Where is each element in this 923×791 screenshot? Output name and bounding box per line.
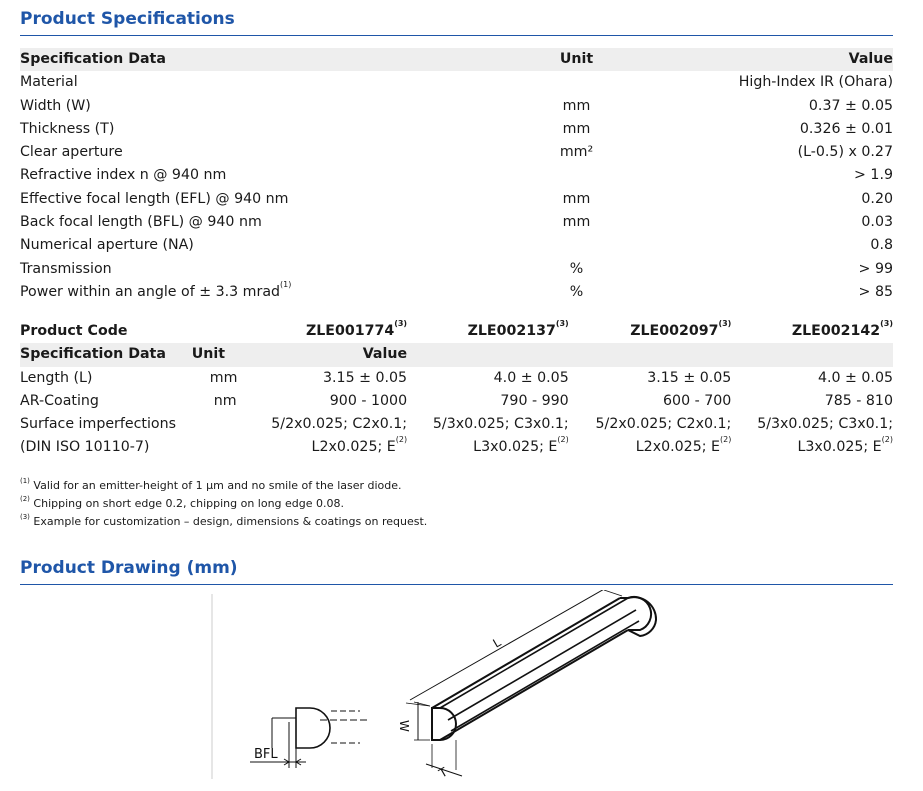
spec-header-value: Value — [693, 48, 893, 71]
spec-row — [20, 164, 893, 187]
spec-label: Material — [20, 74, 78, 91]
footnote-mark: (1) — [280, 279, 292, 289]
spec-unit — [460, 71, 693, 94]
product-code: ZLE002142$^{(3)}$ — [791, 319, 893, 339]
spec-label: Refractive index n @ 940 nm — [20, 167, 227, 184]
product-code-table — [20, 320, 893, 460]
spec-row — [20, 95, 893, 118]
product-value: L2x0.025; $E^{(2)}$ — [635, 435, 732, 456]
spec-label-text: Power within an angle of ± 3.3 mrad — [20, 283, 281, 300]
spec-row — [20, 211, 893, 234]
product-header-unit: Unit — [192, 343, 272, 366]
product-label: (DIN ISO 10110-7) — [20, 439, 150, 456]
product-value: 900 - 1000 — [329, 392, 408, 409]
spec-value: 0.03 — [861, 214, 893, 231]
spec-value: 0.37 ± 0.05 — [808, 97, 893, 114]
section-rule — [20, 584, 893, 585]
product-value: 600 - 700 — [663, 392, 732, 409]
product-unit: nm — [213, 392, 237, 409]
product-unit: mm — [209, 369, 238, 386]
rod-end-face — [432, 708, 456, 740]
spec-unit: mm — [562, 120, 591, 137]
footnote: $^{(2)}$ Chipping on short edge 0.2, chipping on long edge 0.08. — [20, 495, 345, 510]
spec-header-label: Specification Data — [20, 48, 460, 71]
spec-unit: mm — [562, 97, 591, 114]
bfl-label: BFL — [254, 747, 278, 762]
product-value: 785 - 810 — [824, 392, 893, 409]
spec-row — [20, 71, 893, 94]
product-value: 790 - 990 — [500, 392, 569, 409]
rod-edge — [440, 630, 628, 740]
rod-edge — [432, 598, 620, 708]
rod-edge — [440, 598, 628, 708]
spec-row — [20, 141, 893, 164]
product-value: 4.0 ± 0.05 — [817, 369, 893, 386]
footnote: $^{(3)}$ Example for customization – design, dimensions & coatings on request. — [20, 513, 428, 528]
product-code-row — [20, 320, 893, 343]
product-label: Length (L) — [20, 369, 93, 386]
length-label: L — [490, 635, 504, 651]
product-value: 5/2x0.025; C2x0.1; — [595, 416, 732, 433]
spec-row — [20, 281, 893, 304]
spec-unit: mm — [562, 214, 591, 231]
product-code: ZLE002097$^{(3)}$ — [630, 319, 732, 339]
section-title-drawing: Product Drawing (mm) — [20, 558, 238, 578]
product-value: 4.0 ± 0.05 — [493, 369, 569, 386]
spec-row — [20, 188, 893, 211]
footnote: $^{(1)}$ Valid for an emitter-height of 1 μm and no smile of the laser diode. — [20, 477, 402, 492]
product-label: AR-Coating — [20, 392, 99, 409]
rod-edge — [448, 610, 636, 720]
spec-value: 0.20 — [861, 190, 893, 207]
spec-value: > 99 — [858, 260, 893, 277]
spec-label: Clear aperture — [20, 144, 123, 161]
product-label: Surface imperfections — [20, 416, 176, 433]
spec-value: 0.326 ± 0.01 — [799, 120, 893, 137]
spec-row — [20, 234, 893, 257]
spec-label — [20, 281, 460, 304]
product-code: ZLE001774$^{(3)}$ — [305, 319, 408, 339]
spec-label: Effective focal length (EFL) @ 940 nm — [20, 190, 289, 207]
spec-label: Width (W) — [20, 97, 91, 114]
product-value: 5/2x0.025; C2x0.1; — [271, 416, 408, 433]
section-rule — [20, 35, 893, 36]
spec-value: 0.8 — [870, 237, 893, 254]
spec-row — [20, 258, 893, 281]
product-value: 3.15 ± 0.05 — [323, 369, 408, 386]
spec-label: Numerical aperture (NA) — [20, 237, 194, 254]
spec-unit: mm² — [559, 144, 594, 161]
footnotes — [20, 477, 427, 531]
product-row-length — [20, 367, 893, 390]
product-value: L3x0.025; $E^{(2)}$ — [473, 435, 569, 456]
spec-unit: mm — [562, 190, 591, 207]
specifications-table — [20, 48, 893, 304]
product-code: ZLE002137$^{(3)}$ — [467, 319, 569, 339]
rod-edge — [451, 621, 639, 731]
product-drawing — [0, 590, 923, 791]
spec-value: (L-0.5) x 0.27 — [797, 144, 893, 161]
spec-value: High-Index IR (Ohara) — [738, 74, 893, 91]
spec-unit — [460, 164, 693, 187]
product-row-surface — [20, 413, 893, 436]
product-header-row — [20, 343, 893, 366]
spec-unit: % — [569, 283, 584, 300]
width-label: W — [397, 720, 411, 732]
lens-profile — [296, 708, 330, 748]
product-header-value: Value — [271, 343, 407, 366]
spec-value: > 85 — [858, 283, 893, 300]
spec-header-row — [20, 48, 893, 71]
product-value: 5/3x0.025; C3x0.1; — [432, 416, 569, 433]
product-code-label: Product Code — [20, 323, 128, 339]
product-row-coating — [20, 390, 893, 413]
spec-row — [20, 118, 893, 141]
thickness-label: T — [436, 764, 450, 781]
spec-value: > 1.9 — [854, 167, 893, 184]
spec-label: Transmission — [20, 260, 112, 277]
product-value: L3x0.025; $E^{(2)}$ — [797, 435, 893, 456]
product-value: L2x0.025; $E^{(2)}$ — [311, 435, 408, 456]
spec-unit — [460, 234, 693, 257]
section-title-specifications: Product Specifications — [20, 9, 235, 29]
product-value: 5/3x0.025; C3x0.1; — [757, 416, 893, 433]
product-header-label: Specification Data — [20, 343, 192, 366]
spec-label: Back focal length (BFL) @ 940 nm — [20, 214, 262, 231]
spec-unit: % — [569, 260, 584, 277]
spec-label: Thickness (T) — [20, 120, 115, 137]
rod-lens-3d — [406, 590, 656, 776]
spec-header-unit: Unit — [460, 48, 693, 71]
product-row-surface-2 — [20, 436, 893, 459]
product-value: 3.15 ± 0.05 — [647, 369, 732, 386]
